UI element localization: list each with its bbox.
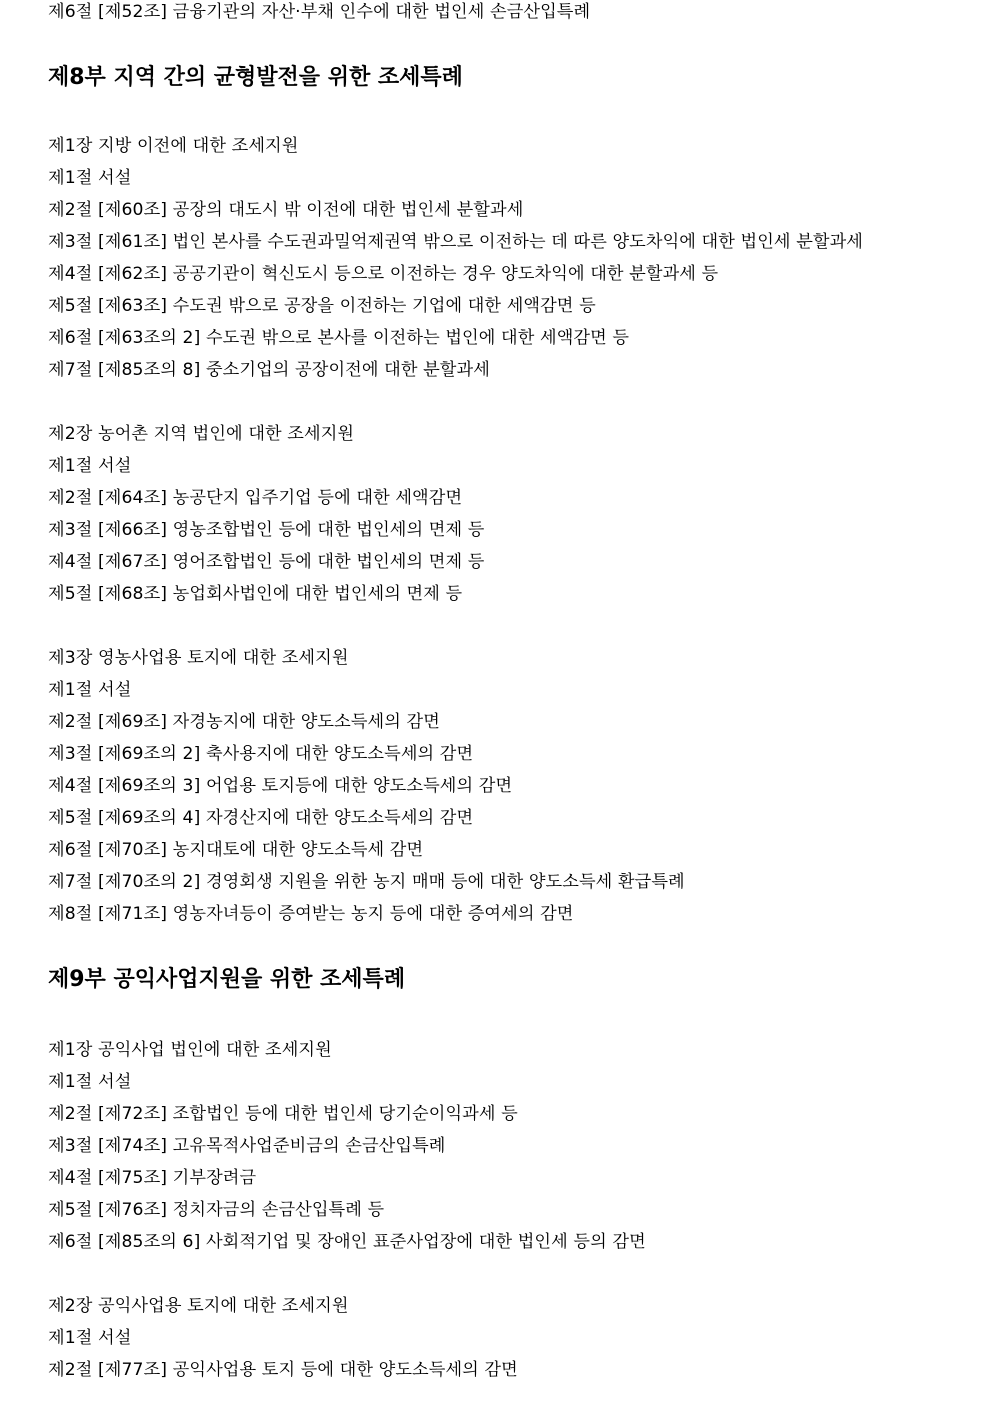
chapter-heading: 제1장 지방 이전에 대한 조세지원 [48,136,299,156]
toc-line: 제2절 [제77조] 공익사업용 토지 등에 대한 양도소득세의 감면 [48,1360,518,1380]
toc-line: 제1절 서설 [48,1072,132,1092]
toc-line: 제4절 [제67조] 영어조합법인 등에 대한 법인세의 면제 등 [48,552,485,572]
toc-line: 제1절 서설 [48,168,132,188]
part-heading: 제8부 지역 간의 균형발전을 위한 조세특례 [48,65,463,90]
toc-line: 제8절 [제71조] 영농자녀등이 증여받는 농지 등에 대한 증여세의 감면 [48,904,574,924]
chapter-heading: 제2장 농어촌 지역 법인에 대한 조세지원 [48,424,355,444]
toc-line: 제6절 [제63조의 2] 수도권 밖으로 본사를 이전하는 법인에 대한 세액감면 등 [48,328,630,348]
toc-line: 제5절 [제63조] 수도권 밖으로 공장을 이전하는 기업에 대한 세액감면 등 [48,296,596,316]
toc-line: 제6절 [제70조] 농지대토에 대한 양도소득세 감면 [48,840,424,860]
toc-line: 제3절 [제61조] 법인 본사를 수도권과밀억제권역 밖으로 이전하는 데 따른 양도차익에 대한 법인세 분할과세 [48,232,864,252]
toc-line: 제1절 서설 [48,1328,132,1348]
chapter-heading: 제2장 공익사업용 토지에 대한 조세지원 [48,1296,349,1316]
toc-line: 제2절 [제64조] 농공단지 입주기업 등에 대한 세액감면 [48,488,463,508]
toc-line: 제1절 서설 [48,680,132,700]
toc-line: 제5절 [제68조] 농업회사법인에 대한 법인세의 면제 등 [48,584,463,604]
toc-line: 제6절 [제52조] 금융기관의 자산·부채 인수에 대한 법인세 손금산입특례 [48,2,591,22]
toc-line: 제1절 서설 [48,456,132,476]
toc-line: 제4절 [제62조] 공공기관이 혁신도시 등으로 이전하는 경우 양도차익에 대한 분할과세 등 [48,264,719,284]
toc-line: 제3절 [제74조] 고유목적사업준비금의 손금산입특례 [48,1136,446,1156]
toc-line: 제5절 [제69조의 4] 자경산지에 대한 양도소득세의 감면 [48,808,474,828]
toc-line: 제3절 [제66조] 영농조합법인 등에 대한 법인세의 면제 등 [48,520,485,540]
toc-line: 제3절 [제69조의 2] 축사용지에 대한 양도소득세의 감면 [48,744,474,764]
toc-line: 제2절 [제72조] 조합법인 등에 대한 법인세 당기순이익과세 등 [48,1104,518,1124]
part-heading: 제9부 공익사업지원을 위한 조세특례 [48,967,406,992]
toc-line: 제6절 [제85조의 6] 사회적기업 및 장애인 표준사업장에 대한 법인세 등의 감면 [48,1232,646,1252]
toc-line: 제5절 [제76조] 정치자금의 손금산입특례 등 [48,1200,385,1220]
toc-line: 제7절 [제70조의 2] 경영회생 지원을 위한 농지 매매 등에 대한 양도소득세 환급특례 [48,872,685,892]
toc-line: 제2절 [제69조] 자경농지에 대한 양도소득세의 감면 [48,712,440,732]
chapter-heading: 제3장 영농사업용 토지에 대한 조세지원 [48,648,349,668]
toc-line: 제7절 [제85조의 8] 중소기업의 공장이전에 대한 분할과세 [48,360,490,380]
toc-line: 제2절 [제60조] 공장의 대도시 밖 이전에 대한 법인세 분할과세 [48,200,524,220]
toc-line: 제4절 [제69조의 3] 어업용 토지등에 대한 양도소득세의 감면 [48,776,513,796]
toc-line: 제4절 [제75조] 기부장려금 [48,1168,257,1188]
chapter-heading: 제1장 공익사업 법인에 대한 조세지원 [48,1040,332,1060]
